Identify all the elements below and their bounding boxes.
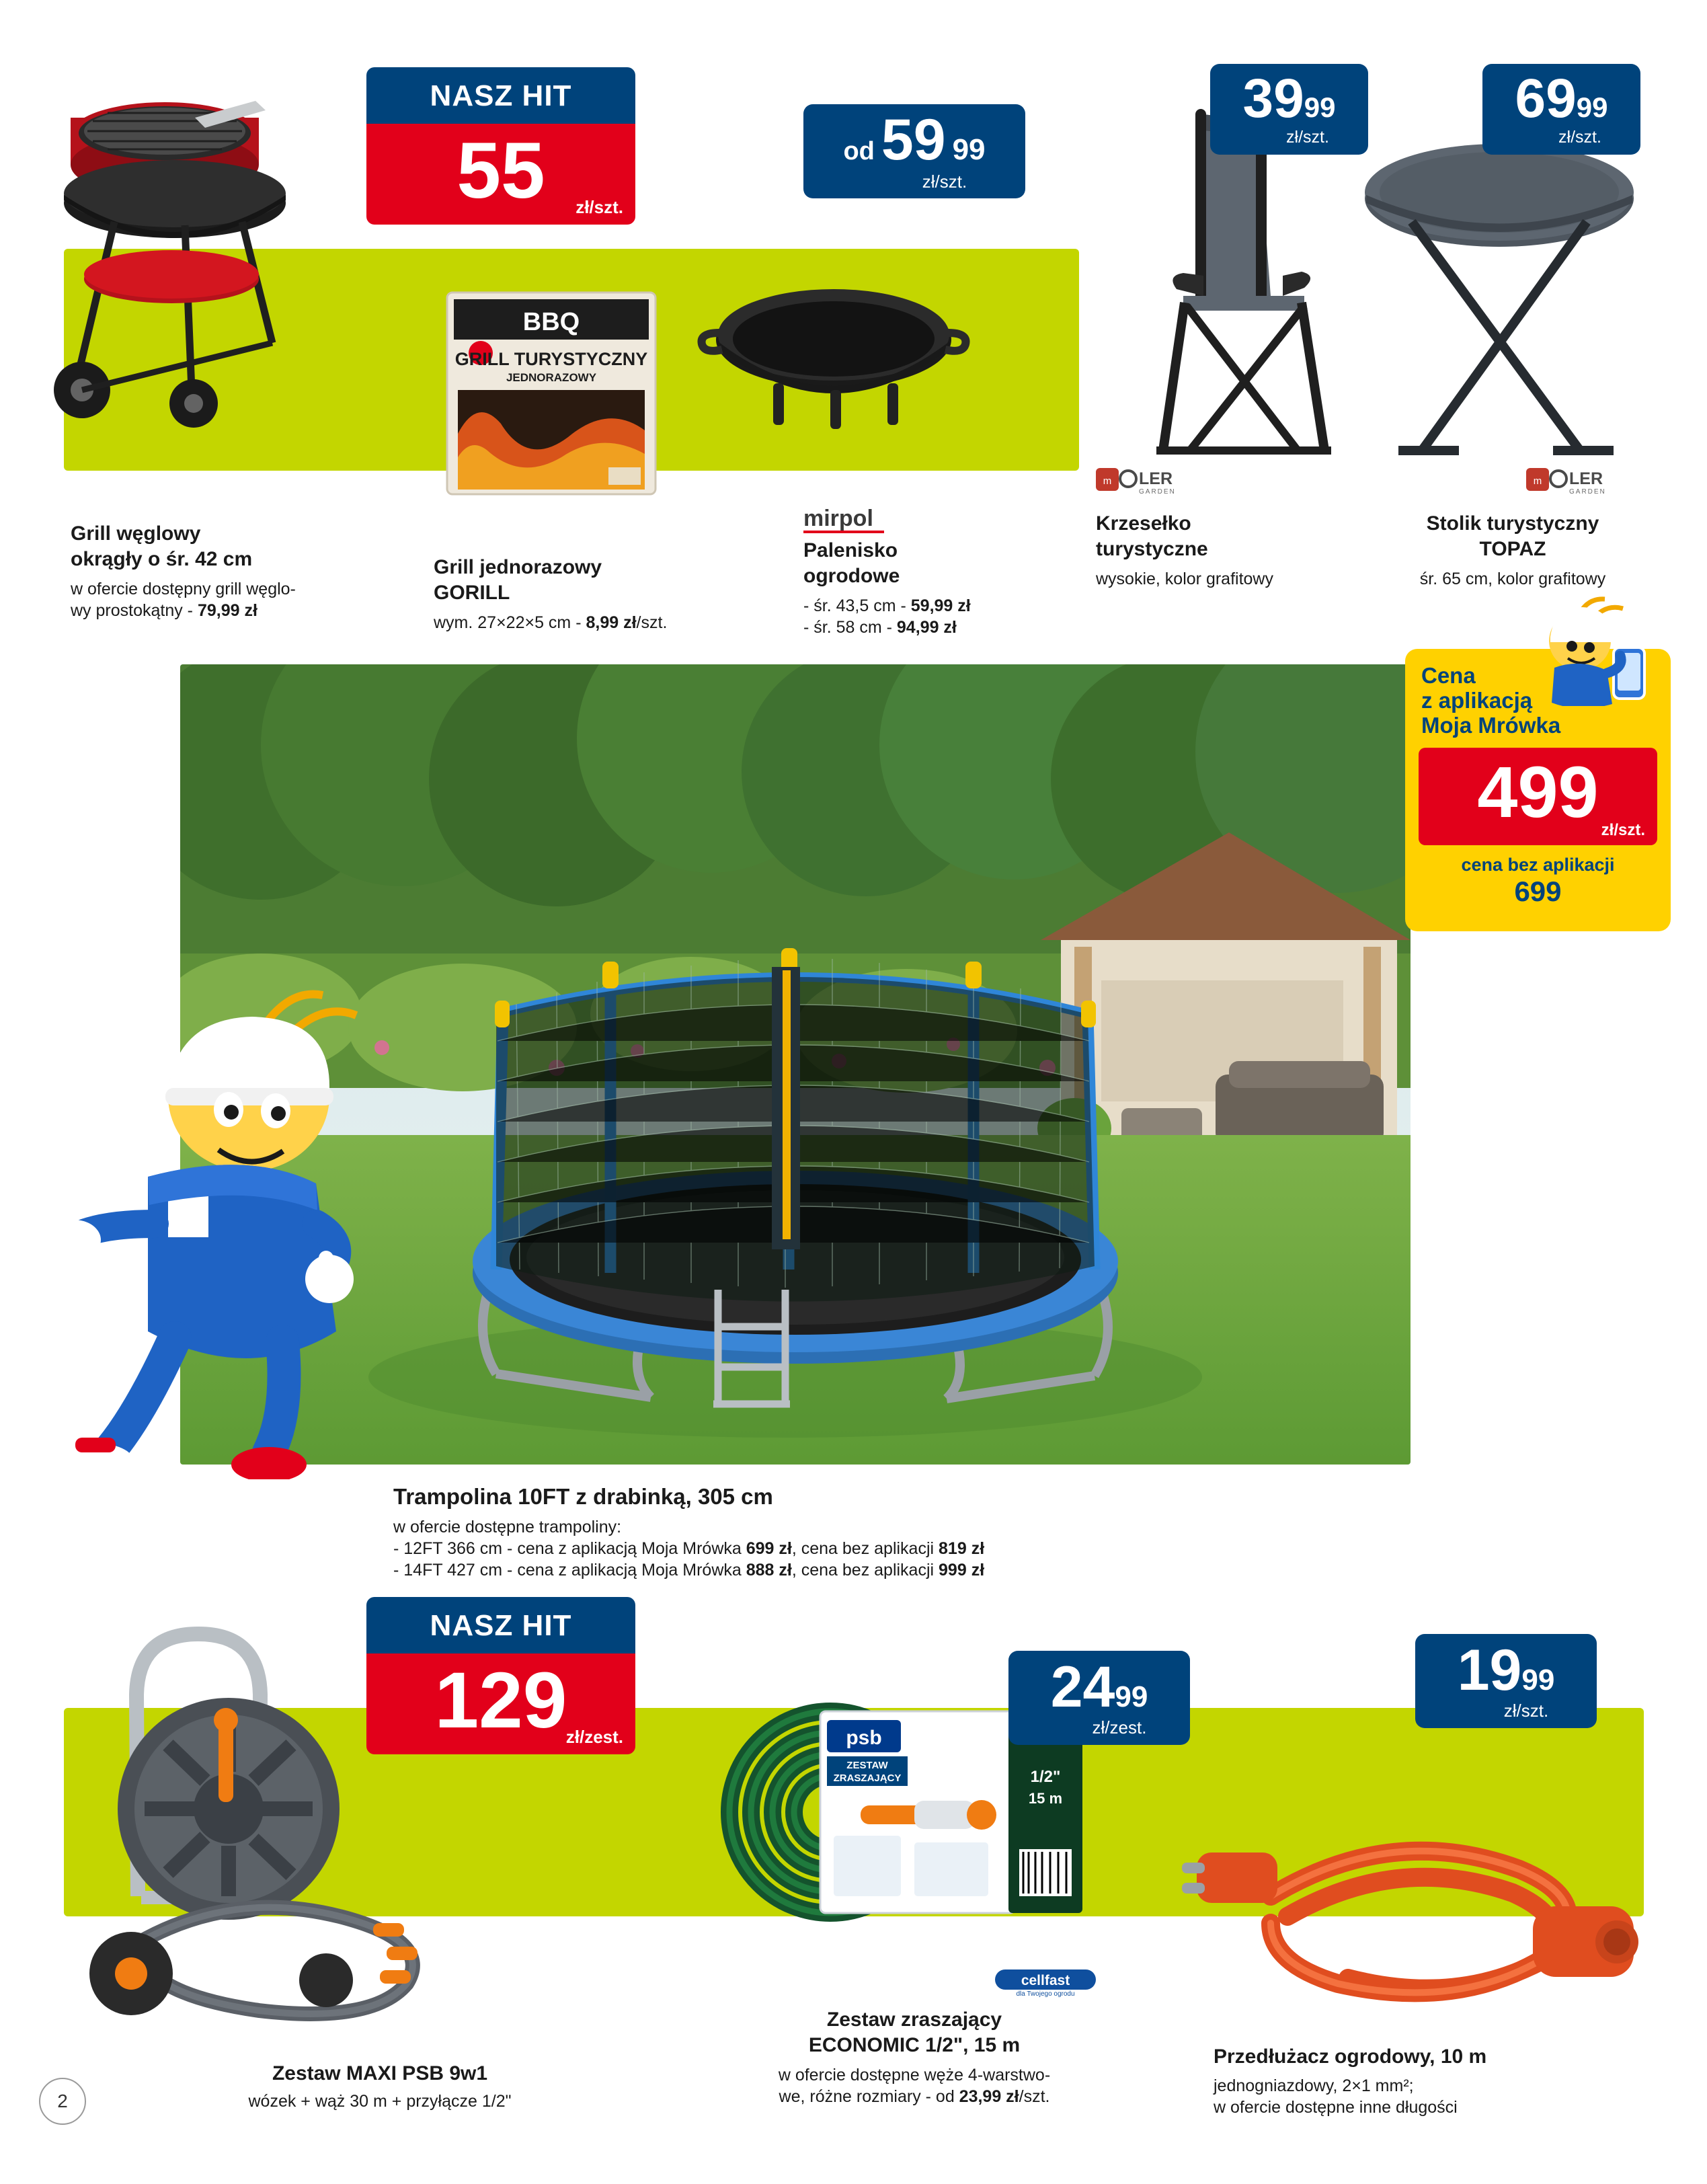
price-badge-sprinkler bbox=[1008, 1651, 1190, 1745]
product-desc-price: 23,99 zł bbox=[959, 2086, 1019, 2106]
hit-badge-grill bbox=[366, 67, 635, 225]
trampoline-14ft-price: 999 zł bbox=[939, 1561, 985, 1580]
price-dec: 99 bbox=[1304, 91, 1336, 123]
svg-text:GARDEN: GARDEN bbox=[1139, 488, 1176, 496]
svg-text:ZESTAW: ZESTAW bbox=[846, 1760, 888, 1771]
option-2-price: 94,99 zł bbox=[896, 617, 957, 637]
price-dec: 99 bbox=[1115, 1680, 1148, 1713]
price-unit: zł/zest. bbox=[1092, 1717, 1147, 1738]
product-desc-line2: w ofercie dostępne inne długości bbox=[1214, 2098, 1458, 2117]
cellfast-logo bbox=[968, 1967, 1123, 2001]
product-title-line2: okrągły o śr. 42 cm bbox=[71, 548, 253, 571]
caption-trampoline bbox=[393, 1483, 1402, 1581]
svg-text:m: m bbox=[1103, 475, 1112, 487]
svg-text:cellfast: cellfast bbox=[1021, 1973, 1070, 1988]
price-badge-extension bbox=[1415, 1634, 1597, 1728]
trampoline-14ft-c: , cena bez aplikacji bbox=[791, 1561, 939, 1580]
price-dec: 99 bbox=[1576, 91, 1608, 123]
oler-garden-logo-chair bbox=[1096, 464, 1244, 498]
svg-text:LER: LER bbox=[1569, 469, 1603, 488]
caption-chair bbox=[1096, 511, 1385, 590]
caption-grill-round bbox=[71, 521, 420, 621]
svg-text:ZRASZAJĄCY: ZRASZAJĄCY bbox=[833, 1772, 902, 1784]
svg-text:m: m bbox=[1533, 475, 1542, 487]
app-label-line2: z aplikacją bbox=[1421, 687, 1533, 713]
caption-hose-cart bbox=[134, 2061, 625, 2112]
price-unit: zł/szt. bbox=[1286, 128, 1329, 147]
trampoline-12ft-price: 819 zł bbox=[939, 1539, 985, 1559]
product-title-line2: ECONOMIC 1/2", 15 m bbox=[808, 2034, 1021, 2057]
product-desc: śr. 65 cm, kolor grafitowy bbox=[1419, 569, 1606, 588]
page-number: 2 bbox=[39, 2078, 86, 2125]
app-price: 499 bbox=[1477, 750, 1599, 832]
product-title-line2: TOPAZ bbox=[1479, 538, 1546, 561]
product-title-line1: Palenisko bbox=[803, 539, 898, 561]
svg-text:15 m: 15 m bbox=[1028, 1790, 1063, 1807]
product-desc-line1: w ofercie dostępne węże 4-warstwo- bbox=[778, 2065, 1051, 2084]
product-title: Trampolina 10FT z drabinką, 305 cm bbox=[393, 1484, 773, 1509]
app-label-line3: Moja Mrówka bbox=[1421, 712, 1561, 738]
product-desc-suffix: /szt. bbox=[636, 613, 668, 632]
hit-price-block bbox=[366, 124, 635, 225]
price-prefix: od bbox=[843, 136, 875, 165]
product-desc-line1: wym. 27×22×5 cm - bbox=[434, 613, 586, 632]
price-int: 69 bbox=[1515, 68, 1577, 129]
price-int: 24 bbox=[1050, 1654, 1115, 1719]
app-price-block bbox=[1419, 748, 1657, 845]
price-badge-table bbox=[1482, 64, 1640, 155]
hit-price-unit: zł/szt. bbox=[575, 197, 623, 217]
extension-cord-image bbox=[1170, 1742, 1647, 2031]
grill-round-image bbox=[40, 54, 336, 498]
hit-label: NASZ HIT bbox=[366, 1597, 635, 1653]
caption-grill-disposable bbox=[434, 555, 750, 633]
price-int: 39 bbox=[1242, 68, 1304, 129]
hit-price: 129 bbox=[434, 1656, 567, 1745]
product-title-line2: ogrodowe bbox=[803, 565, 900, 588]
hit-label: NASZ HIT bbox=[366, 67, 635, 124]
trampoline-12ft-a: - 12FT 366 cm - cena z aplikacją Moja Mrówka bbox=[393, 1539, 746, 1559]
svg-text:GRILL TURYSTYCZNY: GRILL TURYSTYCZNY bbox=[454, 349, 648, 369]
svg-text:dla Twojego ogrodu: dla Twojego ogrodu bbox=[1016, 1990, 1075, 1998]
product-desc-line1: jednogniazdowy, 2×1 mm²; bbox=[1214, 2076, 1414, 2096]
app-label-line1: Cena bbox=[1421, 663, 1476, 688]
svg-text:BBQ: BBQ bbox=[522, 308, 580, 336]
product-desc: wysokie, kolor grafitowy bbox=[1096, 569, 1273, 588]
price-dec: 99 bbox=[1521, 1663, 1555, 1696]
price-int: 59 bbox=[881, 107, 946, 172]
caption-table bbox=[1358, 511, 1667, 590]
camping-table-image bbox=[1351, 121, 1647, 504]
svg-text:LER: LER bbox=[1139, 469, 1173, 488]
product-title: Przedłużacz ogrodowy, 10 m bbox=[1214, 2045, 1487, 2068]
hit-price-unit: zł/zest. bbox=[565, 1727, 623, 1747]
option-1-price: 59,99 zł bbox=[910, 596, 971, 615]
mirpol-logo bbox=[803, 506, 884, 533]
price-unit: zł/szt. bbox=[922, 171, 967, 192]
product-title-line2: GORILL bbox=[434, 582, 510, 604]
trampoline-12ft-app-price: 699 zł bbox=[746, 1539, 792, 1559]
svg-text:psb: psb bbox=[846, 1727, 882, 1749]
price-unit: zł/szt. bbox=[1503, 1700, 1549, 1721]
trampoline-14ft-a: - 14FT 427 cm - cena z aplikacją Moja Mrówka bbox=[393, 1561, 746, 1580]
caption-firepit bbox=[803, 538, 1093, 638]
product-title-line2: turystyczne bbox=[1096, 538, 1208, 561]
grill-disposable-image bbox=[440, 286, 662, 508]
product-desc-line2: we, różne rozmiary - od bbox=[779, 2086, 959, 2106]
product-title-line1: Grill węglowy bbox=[71, 522, 201, 545]
hit-badge-hose-cart bbox=[366, 1597, 635, 1754]
price-without-app-label: cena bez aplikacji bbox=[1461, 854, 1615, 875]
price-int: 19 bbox=[1457, 1637, 1522, 1703]
trampoline-14ft-app-price: 888 zł bbox=[746, 1561, 792, 1580]
oler-garden-logo-table bbox=[1526, 464, 1674, 498]
caption-sprinkler bbox=[706, 2007, 1123, 2107]
product-desc-suffix: /szt. bbox=[1019, 2086, 1050, 2106]
hit-price: 55 bbox=[456, 126, 545, 215]
hit-price-block bbox=[366, 1653, 635, 1754]
price-badge-chair bbox=[1210, 64, 1368, 155]
product-title-line1: Krzesełko bbox=[1096, 512, 1191, 535]
price-dec: 99 bbox=[952, 132, 986, 166]
caption-extension-cord bbox=[1214, 2044, 1671, 2118]
price-without-app: 699 bbox=[1514, 875, 1562, 907]
svg-text:JEDNORAZOWY: JEDNORAZOWY bbox=[506, 371, 597, 384]
product-title: Zestaw MAXI PSB 9w1 bbox=[272, 2062, 488, 2084]
mascot-ant bbox=[47, 955, 376, 1479]
product-title-line1: Zestaw zraszający bbox=[826, 2008, 1002, 2031]
product-desc: wózek + wąż 30 m + przyłącze 1/2" bbox=[248, 2092, 512, 2111]
price-unit: zł/szt. bbox=[1558, 128, 1601, 147]
product-desc-line2: wy prostokątny - bbox=[71, 600, 198, 620]
svg-text:GARDEN: GARDEN bbox=[1569, 488, 1606, 496]
option-1-label: - śr. 43,5 cm - bbox=[803, 596, 911, 615]
product-desc-line1: w ofercie dostępny grill węglo- bbox=[71, 579, 296, 598]
product-desc-price: 79,99 zł bbox=[197, 600, 257, 620]
product-desc-line1: w ofercie dostępne trampoliny: bbox=[393, 1518, 622, 1537]
product-desc-price: 8,99 zł bbox=[586, 613, 637, 632]
price-badge-firepit bbox=[803, 104, 1025, 198]
mascot-ant-phone-icon bbox=[1513, 588, 1667, 706]
product-title-line1: Grill jednorazowy bbox=[434, 556, 602, 578]
product-title-line1: Stolik turystyczny bbox=[1426, 512, 1599, 535]
trampoline-12ft-c: , cena bez aplikacji bbox=[791, 1539, 939, 1559]
firepit-image bbox=[692, 269, 975, 471]
brand-name: mirpol bbox=[803, 506, 873, 531]
svg-text:1/2": 1/2" bbox=[1030, 1768, 1061, 1786]
option-2-label: - śr. 58 cm - bbox=[803, 617, 897, 637]
app-price-unit: zł/szt. bbox=[1601, 820, 1645, 839]
